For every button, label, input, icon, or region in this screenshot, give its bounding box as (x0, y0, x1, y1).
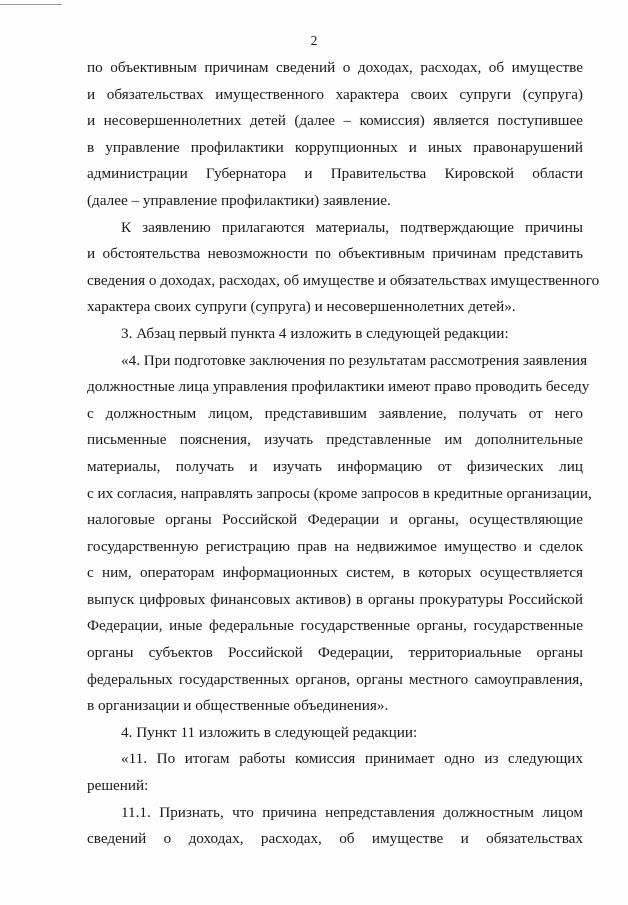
text-line: решений: (87, 777, 149, 795)
scan-edge-mark (0, 4, 62, 5)
text-line: сведения о доходах, расходах, об имуществе и обязательствах имущественного (87, 271, 600, 289)
text-line: выпуск цифровых финансовых активов) в органы прокуратуры Российской (87, 590, 583, 608)
text-line: по объективным причинам сведений о доходах, расходах, об имуществе (87, 59, 583, 76)
text-line: материалы, получать и изучать информацию от физических лиц (87, 457, 583, 475)
text-line: с должностным лицом, представившим заявление, получать от него (87, 404, 583, 422)
text-line: налоговые органы Российской Федерации и органы, осуществляющие (87, 511, 583, 529)
text-line: в управление профилактики коррупционных и иных правонарушений (87, 138, 583, 156)
text-line: и несовершеннолетних детей (далее – комиссия) является поступившее (87, 112, 583, 130)
text-line: в организации и общественные объединения». (87, 697, 389, 715)
text-line: федеральных государственных органов, органы местного самоуправления, (87, 670, 583, 688)
text-line: и обязательствах имущественного характера своих супруги (супруга) (87, 85, 583, 103)
text-line: органы субъектов Российской Федерации, территориальные органы (87, 644, 583, 662)
text-line: 3. Абзац первый пункта 4 изложить в следующей редакции: (121, 324, 509, 342)
text-line: должностные лица управления профилактики имеют право проводить беседу (87, 378, 590, 396)
text-line: письменные пояснения, изучать представленные им дополнительные (87, 431, 583, 449)
text-line: К заявлению прилагаются материалы, подтверждающие причины (121, 218, 583, 236)
text-line: государственную регистрацию прав на недвижимое имущество и сделок (87, 537, 583, 555)
text-line: Федерации, иные федеральные государственные органы, государственные (87, 617, 583, 635)
text-line: и обстоятельства невозможности по объективным причинам представить (87, 245, 583, 263)
text-line: администрации Губернатора и Правительства Кировской области (87, 165, 583, 183)
text-line: «11. По итогам работы комиссия принимает одно из следующих (121, 750, 583, 768)
text-line: с их согласия, направлять запросы (кроме запросов в кредитные организации, (87, 484, 592, 502)
text-line: с ним, операторам информационных систем, в которых осуществляется (87, 564, 583, 582)
text-line: сведений о доходах, расходах, об имуществе и обязательствах (87, 830, 583, 848)
text-line: «4. При подготовке заключения по результатам рассмотрения заявления (121, 351, 588, 369)
page-number: 2 (310, 33, 318, 48)
text-line: 4. Пункт 11 изложить в следующей редакции: (121, 723, 418, 741)
document-body (87, 55, 600, 853)
text-line: характера своих супруги (супруга) и несовершеннолетних детей». (87, 298, 516, 316)
text-line: (далее – управление профилактики) заявление. (87, 191, 391, 209)
text-line: 11.1. Признать, что причина непредставления должностным лицом (121, 803, 583, 821)
